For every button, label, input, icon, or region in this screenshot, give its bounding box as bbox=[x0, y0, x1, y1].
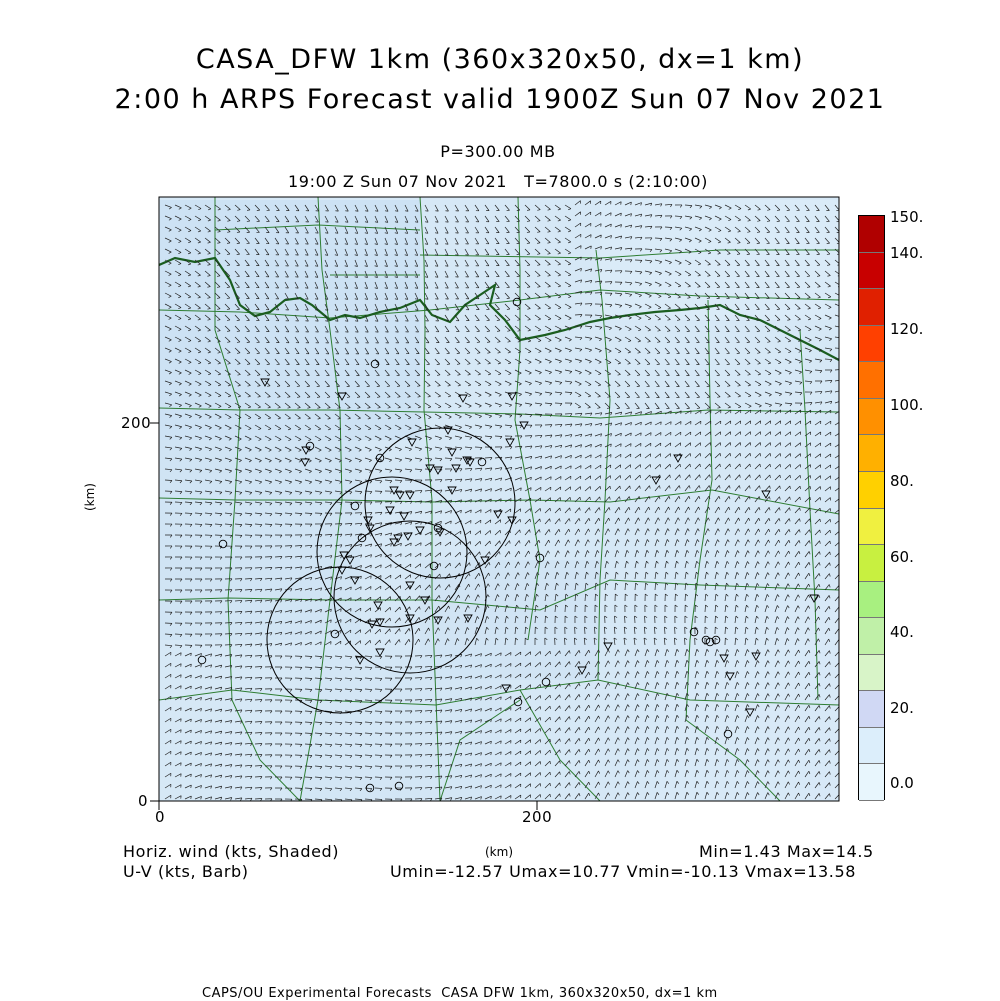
colorbar-segment bbox=[859, 399, 884, 436]
credit-line: CAPS/OU Experimental Forecasts CASA DFW 1km, 360x320x50, dx=1 km bbox=[202, 986, 718, 1001]
colorbar-label: 80. bbox=[890, 472, 914, 490]
colorbar-segment bbox=[859, 655, 884, 692]
colorbar-label: 140. bbox=[890, 244, 923, 262]
colorbar-segment bbox=[859, 326, 884, 363]
colorbar-segment bbox=[859, 618, 884, 655]
y-tick-0: 0 bbox=[138, 792, 148, 810]
uv-stats: Umin=-12.57 Umax=10.77 Vmin=-10.13 Vmax=13.58 bbox=[390, 862, 856, 881]
colorbar-segment bbox=[859, 728, 884, 765]
colorbar-segment bbox=[859, 764, 884, 801]
x-tick-200: 200 bbox=[522, 808, 552, 826]
shading-label: Horiz. wind (kts, Shaded) bbox=[123, 842, 339, 861]
colorbar-segment bbox=[859, 691, 884, 728]
colorbar-segment bbox=[859, 472, 884, 509]
colorbar-segment bbox=[859, 509, 884, 546]
colorbar-segment bbox=[859, 582, 884, 619]
colorbar bbox=[858, 215, 885, 800]
colorbar-segment bbox=[859, 362, 884, 399]
colorbar-label: 40. bbox=[890, 623, 914, 641]
colorbar-segment bbox=[859, 253, 884, 290]
colorbar-label: 120. bbox=[890, 320, 923, 338]
colorbar-segment bbox=[859, 545, 884, 582]
x-axis-unit: (km) bbox=[485, 845, 513, 859]
min-max-stats: Min=1.43 Max=14.5 bbox=[699, 842, 874, 861]
pressure-level: P=300.00 MB bbox=[0, 142, 996, 161]
colorbar-label: 100. bbox=[890, 396, 923, 414]
colorbar-segment bbox=[859, 289, 884, 326]
plot-title-line1: CASA_DFW 1km (360x320x50, dx=1 km) bbox=[0, 44, 1000, 75]
x-tick-0: 0 bbox=[155, 808, 165, 826]
colorbar-label: 60. bbox=[890, 548, 914, 566]
colorbar-segment bbox=[859, 216, 884, 253]
colorbar-segment bbox=[859, 435, 884, 472]
y-axis-unit: (km) bbox=[83, 483, 97, 511]
colorbar-label: 0.0 bbox=[890, 774, 914, 792]
barb-label: U-V (kts, Barb) bbox=[123, 862, 249, 881]
colorbar-label: 20. bbox=[890, 699, 914, 717]
y-tick-200: 200 bbox=[121, 414, 151, 432]
valid-time: 19:00 Z Sun 07 Nov 2021 T=7800.0 s (2:10:00) bbox=[0, 172, 996, 191]
plot-title-line2: 2:00 h ARPS Forecast valid 1900Z Sun 07 Nov 2021 bbox=[0, 84, 1000, 115]
colorbar-label: 150. bbox=[890, 208, 923, 226]
